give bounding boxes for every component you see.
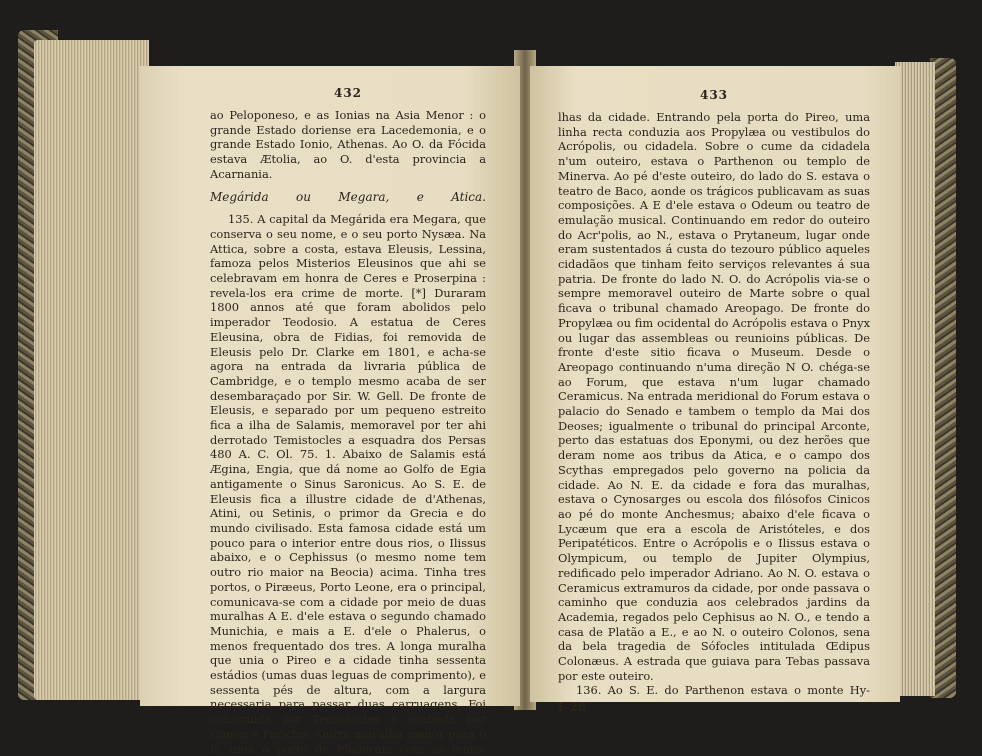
section-heading: Megárida ou Megara, e Atica. [210,189,486,204]
page-edges-left [34,40,149,700]
page-edges-right [895,62,935,696]
left-page [140,66,520,756]
paragraph: 136. Ao S. E. do Parthenon estava o monte Hy- [576,683,870,698]
paragraph: lhas da cidade. Entrando pela porta do Pireo, uma linha recta conduzia aos Propylæa ou vestibulos do Acrópolis, ou cidadela. Sobre o cume da cidadela n'um outeiro, estava o Parthenon ou templo de Minerva. Ao pé d'este outeiro, do lado do S. estava o teatro de Baco, aonde os trágicos publicavam as suas composições. A E d'ele estava o Odeum ou teatro de emulação musical. Continuando em redor do outeiro do Acr'polis, ao N., estava o Prytaneum, lugar onde eram sustentados á custa do tezouro público aqueles cidadãos que tinham feito serviços relevantes á sua patria. De fronte do lado N. O. do Acrópolis via-se o sempre memoravel outeiro de Marte sobre o qual ficava o tribunal chamado Areopago. De fronte do Propylæa ou fim ocidental do Acrópolis estava o Pnyx ou lugar das assembleas ou reunioins públicas. De fronte d'este sitio ficava o Museum. Desde o Areopago continuando n'uma direção N O. chéga-se ao Forum, que estava n'um lugar chamado Ceramicus. Na entrada meridional do Forum estava o palacio do Senado e tambem o templo da Mai dos Deoses; igualmente o tribunal do principal Arconte, perto das estatuas dos Eponymi, ou dez herões que deram nome aos tribus da Atica, e o campo dos Scythas empregados pelo governo na policia da cidade. Ao N. E. da cidade e fora das muralhas, estava o Cynosarges ou escola dos filósofos Cinicos ao pé do monte Anchesmus; abaixo d'ele ficava o Lycæum que era a escola de Aristóteles, e dos Peripatéticos. Entre o Acrópolis e o Ilissus estava o Olympicum, ou templo de Jupiter Olympius, redificado pelo imperador Adriano. Ao N. O. estava o Ceramicus extramuros da cidade, por onde passava o caminho que conduzia aos celebrados jardins da Academia, regados pelo Cephisus ao N. O., e tendo a casa de Platão a E., e ao N. o outeiro Colonos, sena da bela tragedia de Sófocles intitulada Œdipus Colonæus. A estrada que guiava para Tebas passava por este outeiro. [558,110,870,683]
right-page [530,66,900,715]
page-number: 432 [333,86,363,100]
page-number: 433 [699,88,729,102]
page-text [558,110,870,715]
paragraph: 135. A capital da Megárida era Megara, que conserva o seu nome, e o seu porto Nysæa. Na Attica, sobre a costa, estava Eleusis, Lessina, famoza pelos Misterios Eleusinos que ahi se celebravam em honra de Ceres e Proserpina : revela-los era crime de morte. [*] Duraram 1800 annos até que foram abolidos pelo imperador Teodosio. A estatua de Ceres Eleusina, obra de Fidias, foi removida de Eleusis pelo Dr. Clarke em 1801, e acha-se agora na entrada da livraria pública de Cambridge, e o templo mesmo acaba de ser desembaraçado por Sir. W. Gell. De fronte de Eleusis, e separado por um pequeno estreito fica a ilha de Salamis, memoravel por ter ahi derrotado Temistocles a esquadra dos Persas 480 A. C. Ol. 75. 1. Abaixo de Salamis está Ægina, Engia, que dá nome ao Golfo de Egia antigamente o Sinus Saronicus. Ao S. E. de Eleusis fica a illustre cidade de d'Athenas, Atini, ou Setinis, o primor da Grecia e do mundo civilisado. Esta famosa cidade está um pouco para o interior entre dous rios, o Ilissus abaixo, e o Cephissus (o mesmo nome tem outro rio maior na Beocia) acima. Tinha tres portos, o Piræeus, Porto Leone, era o principal, comunicava-se com a cidade por meio de duas muralhas A E. d'ele estava o segundo chamado Munichia, e mais a E. d'ele o Phalerus, o menos frequentado dos tres. A longa muralha que unia o Pireo e a cidade tinha sessenta estádios (umas duas leguas de comprimento), e sessenta pés de altura, com a largura necessaria para passar duas carruagens. Foi construida por Temistocles e acabada por Cimon e Pericles. Outra muralha menor para o E. unia o porto de Phalerum com as mura- [210,212,486,756]
page-text [210,108,486,756]
signature-mark: I–28 [558,700,587,715]
paragraph: ao Peloponeso, e as Ionias na Asia Menor : o grande Estado doriense era Lacedemonia, e o grande Estado Ionio, Athenas. Ao O. da Fócida estava Ætolia, ao O. d'esta provincia a Acarnania. [210,108,486,181]
